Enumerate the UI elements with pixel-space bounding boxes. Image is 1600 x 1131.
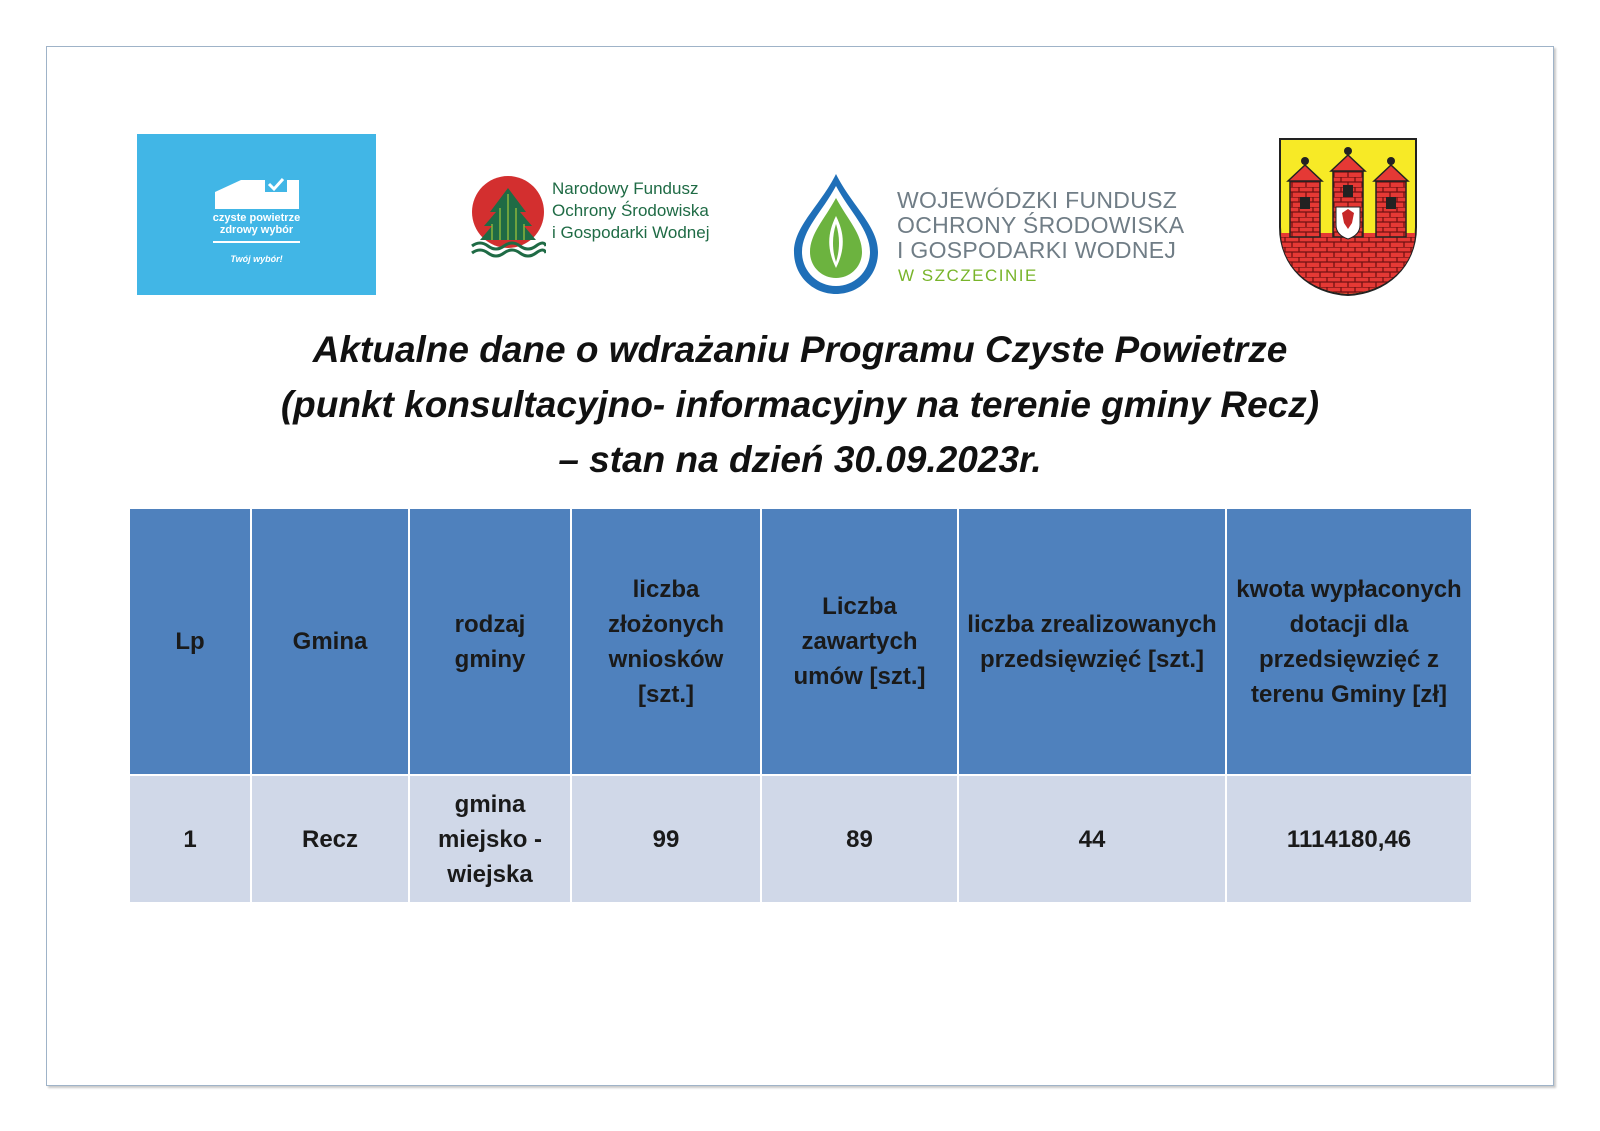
title-line: Aktualne dane o wdrażaniu Programu Czyste Powietrze	[312, 329, 1288, 370]
wfosigw-line: OCHRONY ŚRODOWISKA	[897, 212, 1185, 238]
nfosigw-line: Narodowy Fundusz	[552, 179, 699, 198]
column-header-wnioski: liczba złożonych wniosków [szt.]	[571, 508, 761, 775]
wfosigw-line: I GOSPODARKI WODNEJ	[897, 237, 1177, 263]
nfosigw-line: Ochrony Środowiska	[552, 201, 709, 220]
cell-gmina: Recz	[251, 775, 409, 903]
page-title	[0, 322, 1600, 487]
cell-rodzaj-gminy: gmina miejsko - wiejska	[409, 775, 571, 903]
table-row	[129, 775, 1472, 903]
table-header-row	[129, 508, 1472, 775]
nfosigw-logo	[470, 170, 730, 270]
title-line: (punkt konsultacyjno- informacyjny na terenie gminy Recz)	[280, 384, 1320, 425]
cp-logo-line3: Twój wybór!	[230, 254, 283, 264]
column-header-gmina: Gmina	[251, 508, 409, 775]
house-check-icon	[213, 178, 301, 210]
cell-przedsiewziecia: 44	[958, 775, 1226, 903]
wfosigw-subtitle: W SZCZECINIE	[898, 266, 1038, 285]
column-header-rodzaj-gminy: rodzaj gminy	[409, 508, 571, 775]
cp-logo-line1: czyste powietrze	[212, 212, 301, 224]
cp-logo-line2: zdrowy wybór	[219, 224, 294, 236]
cell-lp: 1	[129, 775, 251, 903]
water-drop-leaf-icon	[790, 172, 882, 296]
title-line: – stan na dzień 30.09.2023r.	[558, 439, 1042, 480]
cell-wnioski: 99	[571, 775, 761, 903]
wfosigw-logo	[790, 172, 1185, 302]
column-header-umowy: Liczba zawartych umów [szt.]	[761, 508, 958, 775]
data-table	[128, 507, 1473, 904]
column-header-kwota: kwota wypłaconych dotacji dla przedsięwzięć z terenu Gminy [zł]	[1226, 508, 1472, 775]
nfosigw-line: i Gospodarki Wodnej	[552, 223, 710, 242]
cell-kwota: 1114180,46	[1226, 775, 1472, 903]
cp-logo-underline	[213, 241, 300, 243]
wfosigw-line: WOJEWÓDZKI FUNDUSZ	[897, 187, 1178, 213]
column-header-przedsiewziecia: liczba zrealizowanych przedsięwzięć [szt.]	[958, 508, 1226, 775]
nfosigw-emblem-icon	[470, 174, 546, 262]
nfosigw-text	[552, 178, 710, 244]
wfosigw-text	[897, 188, 1184, 263]
czyste-powietrze-logo	[137, 134, 376, 295]
recz-coat-of-arms-icon	[1278, 137, 1418, 297]
column-header-lp: Lp	[129, 508, 251, 775]
cell-umowy: 89	[761, 775, 958, 903]
